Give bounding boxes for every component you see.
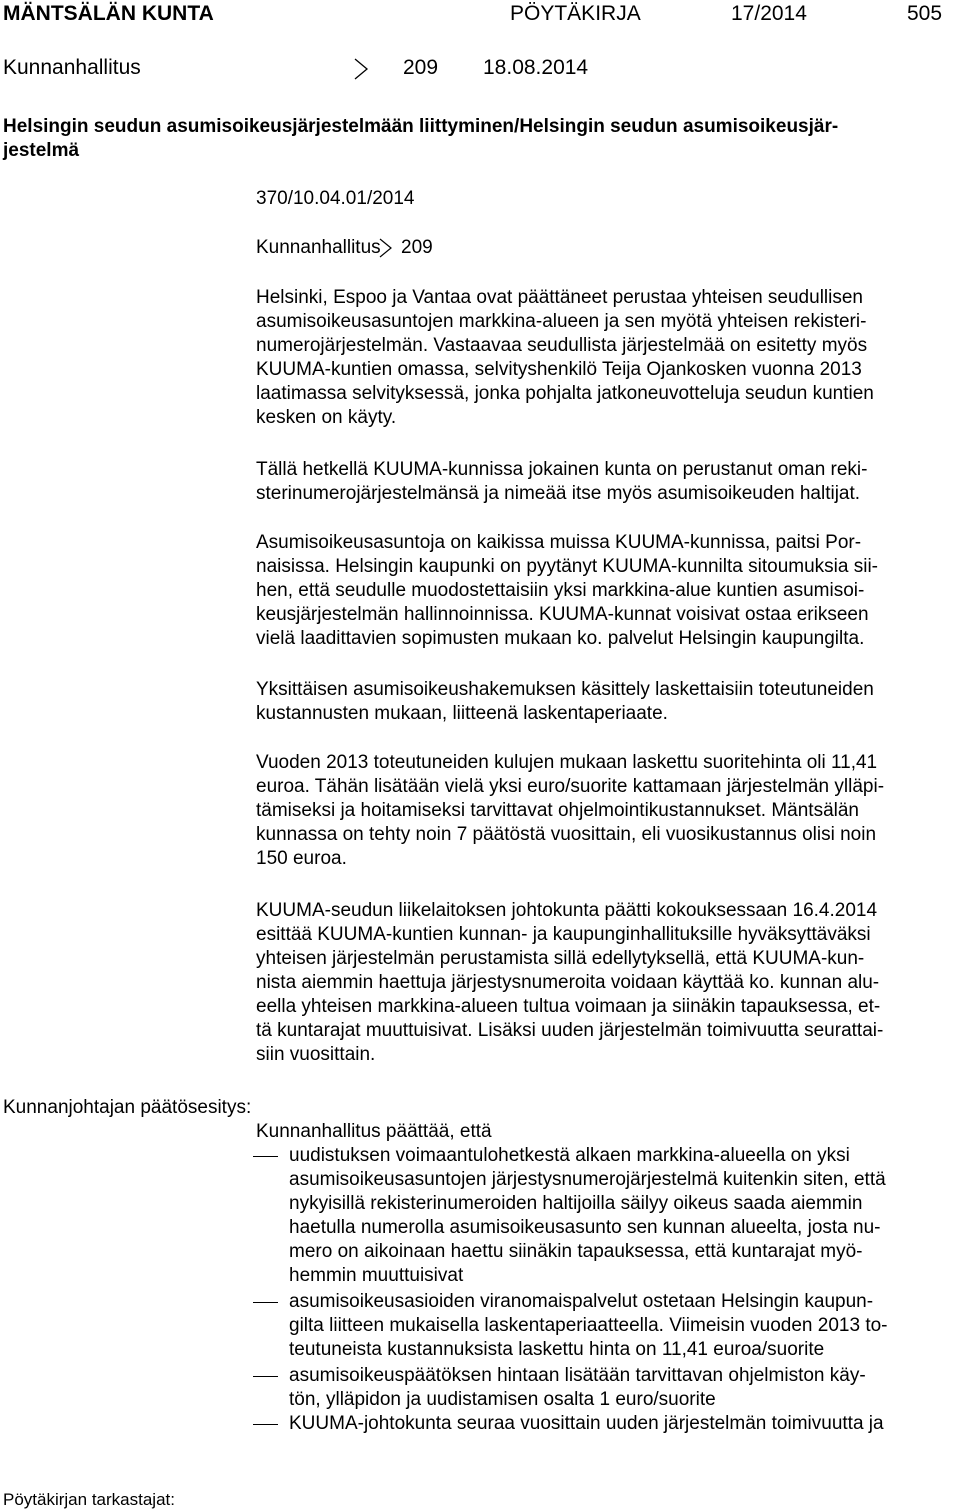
paragraph-3: [256, 531, 878, 651]
text-line: Vuoden 2013 toteutuneiden kulujen mukaan laskettu suoritehinta oli 11,41: [256, 752, 878, 773]
text-line: kunnassa on tehty noin 7 päätöstä vuosittain, eli vuosikustannus olisi noin: [256, 824, 877, 845]
section-sign-icon: [376, 238, 394, 258]
paragraph-5: [256, 751, 884, 871]
text-line: KUUMA-kuntien omassa, selvityshenkilö Teija Ojankosken vuonna 2013: [256, 359, 862, 380]
text-line: asumisoikeusasuntojen markkina-alueen ja sen myötä yhteisen rekisteri-: [256, 311, 867, 332]
text-line: numerojärjestelmän. Vastaavaa seudullista järjestelmää on esitetty myös: [256, 335, 868, 356]
text-line: nista aiemmin haettuja järjestysnumeroita voidaan käyttää ko. kunnan alu-: [256, 972, 880, 993]
text-line: gilta liitteen mukaisella laskentaperiaatteella. Viimeisin vuoden 2013 to-: [289, 1315, 888, 1336]
text-line: teutuneista kustannuksista laskettu hinta on 11,41 euroa/suorite: [289, 1339, 825, 1360]
text-line: asumisoikeusasuntojen järjestysnumerojärjestelmä kuitenkin siten, että: [289, 1169, 886, 1190]
text-line: siin vuosittain.: [256, 1044, 376, 1065]
text-line: tämiseksi ja hoitamiseksi tarvittavat ohjelmointikustannukset. Mäntsälän: [256, 800, 859, 821]
paragraph-4: [256, 678, 874, 726]
proposal-label: Kunnanjohtajan päätösesitys:: [3, 1097, 252, 1118]
text-line: sterinumerojärjestelmänsä ja nimeää itse myös asumisoikeuden haltijat.: [256, 483, 861, 504]
text-line: asumisoikeusasioiden viranomaispalvelut ostetaan Helsingin kaupun-: [289, 1291, 874, 1312]
meeting-body: Kunnanhallitus: [256, 237, 381, 258]
dash-bullet: [253, 1376, 278, 1377]
text-line: tön, ylläpidon ja uudistamisen osalta 1 euro/suorite: [289, 1389, 716, 1410]
text-line: kustannusten mukaan, liitteenä laskentaperiaate.: [256, 703, 668, 724]
text-line: Yksittäisen asumisoikeushakemuksen käsittely laskettaisiin toteutuneiden: [256, 679, 874, 700]
page-number: 505: [907, 2, 943, 25]
document-number: 17/2014: [731, 2, 807, 25]
proposal-intro: Kunnanhallitus päättää, että: [256, 1121, 492, 1142]
text-line: yhteisen järjestelmän perustamista sillä edellytyksellä, että KUUMA-kun-: [256, 948, 865, 969]
text-line: uudistuksen voimaantulohetkestä alkaen markkina-alueella on yksi: [289, 1145, 850, 1166]
header-body: Kunnanhallitus: [3, 56, 141, 79]
paragraph-6: [256, 899, 883, 1067]
agenda-title-line2: jestelmä: [3, 140, 80, 161]
text-line: euroa. Tähän lisätään vielä yksi euro/suorite kattamaan järjestelmän ylläpi-: [256, 776, 885, 797]
meeting-section: 209: [401, 237, 433, 258]
text-line: Asumisoikeusasuntoja on kaikissa muissa KUUMA-kunnissa, paitsi Por-: [256, 532, 862, 553]
text-line: Tällä hetkellä KUUMA-kunnissa jokainen kunta on perustanut oman reki-: [256, 459, 868, 480]
proposal-item-1: [289, 1144, 886, 1288]
dash-bullet: [253, 1424, 278, 1425]
text-line: hemmin muuttuisivat: [289, 1265, 464, 1286]
proposal-item-3: [289, 1364, 866, 1412]
minutes-checkers-label: Pöytäkirjan tarkastajat:: [3, 1490, 175, 1509]
proposal-item-4: [289, 1412, 884, 1436]
section-sign-icon: [350, 58, 370, 80]
paragraph-2: [256, 458, 867, 506]
text-line: naisissa. Helsingin kaupunki on pyytänyt KUUMA-kunnilta sitoumuksia sii-: [256, 556, 878, 577]
text-line: tä kuntarajat muuttuisivat. Lisäksi uuden järjestelmän toimivuutta seurattai-: [256, 1020, 884, 1041]
text-line: Helsinki, Espoo ja Vantaa ovat päättäneet perustaa yhteisen seudullisen: [256, 287, 863, 308]
header-section: 209: [403, 56, 439, 79]
text-line: esittää KUUMA-kuntien kunnan- ja kaupunginhallituksille hyväksyttäväksi: [256, 924, 871, 945]
reference-number: 370/10.04.01/2014: [256, 188, 415, 209]
text-line: mero on aikoinaan haettu siinäkin tapauksessa, että kuntarajat myö-: [289, 1241, 863, 1262]
text-line: KUUMA-johtokunta seuraa vuosittain uuden järjestelmän toimivuutta ja: [289, 1413, 884, 1434]
text-line: kesken on käyty.: [256, 407, 397, 428]
text-line: nykyisillä rekisterinumeroiden haltijoilla säilyy oikeus saada aiemmin: [289, 1193, 863, 1214]
text-line: asumisoikeuspäätöksen hintaan lisätään tarvittavan ohjelmiston käy-: [289, 1365, 866, 1386]
text-line: haetulla numerolla asumisoikeusasunto sen kunnan alueelta, josta nu-: [289, 1217, 881, 1238]
paragraph-1: [256, 286, 874, 430]
text-line: eella yhteisen markkina-alueen tultua voimaan ja siinäkin tapauksessa, et-: [256, 996, 881, 1017]
text-line: vielä laadittavien sopimusten mukaan ko. palvelut Helsingin kaupungilta.: [256, 628, 865, 649]
dash-bullet: [253, 1156, 278, 1157]
proposal-item-2: [289, 1290, 888, 1362]
agenda-title-line1: Helsingin seudun asumisoikeusjärjestelmään liittyminen/Helsingin seudun asumisoikeusjär-: [3, 116, 839, 137]
text-line: keusjärjestelmän hallinnoinnissa. KUUMA-kunnat voisivat ostaa erikseen: [256, 604, 869, 625]
dash-bullet: [253, 1302, 278, 1303]
municipality-name: MÄNTSÄLÄN KUNTA: [3, 2, 214, 25]
text-line: KUUMA-seudun liikelaitoksen johtokunta päätti kokouksessaan 16.4.2014: [256, 900, 878, 921]
document-type: PÖYTÄKIRJA: [510, 2, 641, 25]
text-line: 150 euroa.: [256, 848, 347, 869]
text-line: laatimassa selvityksessä, jonka pohjalta jatkoneuvotteluja seudun kuntien: [256, 383, 874, 404]
text-line: hen, että seudulle muodostettaisiin yksi markkina-alue kuntien asumisoi-: [256, 580, 865, 601]
header-date: 18.08.2014: [483, 56, 589, 79]
